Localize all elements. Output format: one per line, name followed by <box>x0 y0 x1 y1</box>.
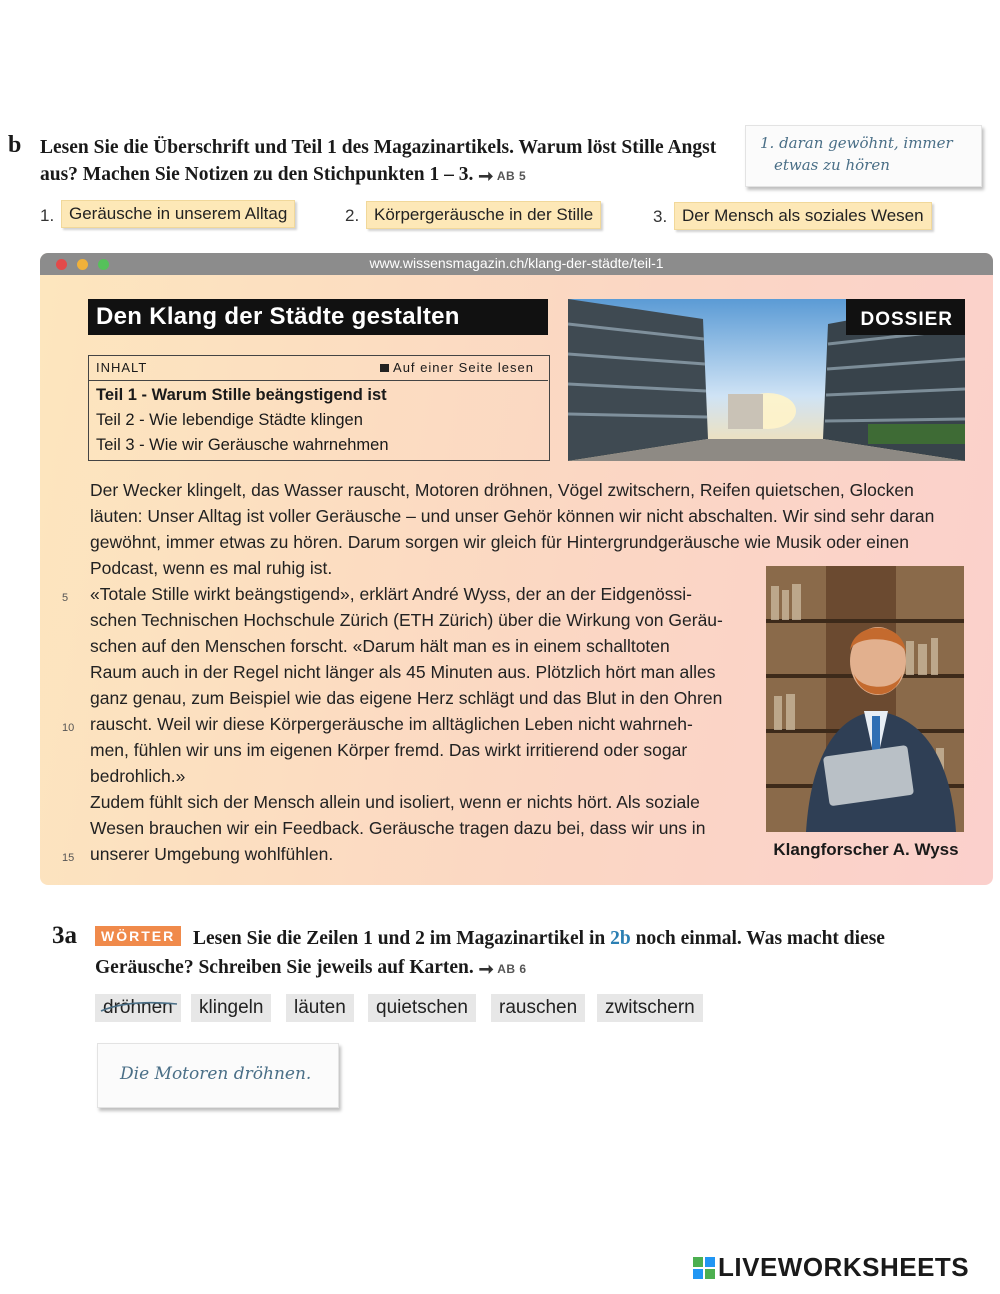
article-line: Zudem fühlt sich der Mensch allein und isoliert, wenn er nichts hört. Als soziale <box>90 792 700 812</box>
article-line: men, fühlen wir uns im eigenen Körper fremd. Das wirkt irritierend oder sogar <box>90 740 688 760</box>
task-3a-number: 3a <box>52 922 77 949</box>
line-number-5: 5 <box>62 592 69 604</box>
reference-2b: 2b <box>610 928 631 949</box>
article-title: Den Klang der Städte gestalten <box>88 299 548 335</box>
word-chip-droehnen[interactable]: dröhnen <box>95 994 181 1022</box>
task-b-instruction <box>40 134 740 190</box>
cue-number-3: 3. <box>653 207 668 226</box>
task-b-workbook-ref: ➞ AB 5 <box>478 166 527 186</box>
article-paragraph-1: Der Wecker klingelt, das Wasser rauscht, Motoren dröhnen, Vögel zwitschern, Reifen quietschen, Glocken läuten: Unser Alltag ist voller Geräusche – und unser Gehör können wir nicht abschalten. Wir sind sehr daran gewöhnt, immer etwas zu hören. Darum sorgen wir gleich für Hintergrundgeräusche wie Musik oder einen Podcast, wenn es mal ruhig ist. <box>90 480 935 578</box>
article-browser-window <box>40 253 993 885</box>
answer-card[interactable] <box>97 1043 339 1108</box>
researcher-photo <box>766 566 964 832</box>
researcher-illustration <box>766 566 964 832</box>
address-bar-url[interactable]: www.wissensmagazin.ch/klang-der-städte/teil-1 <box>369 255 664 271</box>
toc-item-teil-3[interactable]: Teil 3 - Wie wir Geräusche wahrnehmen <box>96 436 389 454</box>
article-line: Raum auch in der Regel nicht länger als 45 Minuten aus. Plötzlich hört man alles <box>90 662 716 682</box>
word-chip-klingeln[interactable]: klingeln <box>191 994 271 1022</box>
toc-item-teil-2[interactable]: Teil 2 - Wie lebendige Städte klingen <box>96 411 363 429</box>
task-b-letter: b <box>8 132 22 158</box>
photo-caption: Klangforscher A. Wyss <box>773 840 959 859</box>
task-3a-workbook-ref: ➞ AB 6 <box>478 959 527 979</box>
article-line: ganz genau, zum Beispiel wie das eigene Herz schlägt und das Blut in den Ohren <box>90 688 723 708</box>
line-number-15: 15 <box>62 852 75 864</box>
line-number-10: 10 <box>62 722 75 734</box>
browser-title-bar <box>40 253 993 275</box>
page-icon <box>380 364 389 372</box>
toc-item-teil-1[interactable]: Teil 1 - Warum Stille beängstigend ist <box>96 386 387 404</box>
read-on-one-page-link[interactable]: Auf einer Seite lesen <box>380 360 534 375</box>
city-buildings-photo <box>568 299 965 461</box>
article-paragraph-2 <box>62 581 740 867</box>
task-b-instruction-text: Lesen Sie die Überschrift und Teil 1 des Magazinartikels. Warum löst Stille Angst aus? Machen Sie Notizen zu den Stichpunkten 1 – 3. <box>40 137 717 185</box>
article-line: schen Technischen Hochschule Zürich (ETH Zürich) über die Wirkung von Geräu- <box>90 610 723 630</box>
article-line: bedrohlich.» <box>90 766 186 786</box>
word-chip-laeuten[interactable]: läuten <box>286 994 354 1022</box>
article-line: Wesen brauchen wir ein Feedback. Geräusche tragen dazu bei, dass wir uns in <box>90 818 706 838</box>
article-line: schen auf den Menschen forscht. «Darum hält man es in einem schalltoten <box>90 636 670 656</box>
cue-number-2: 2. <box>345 206 360 225</box>
arrow-right-icon: ➞ <box>478 166 494 186</box>
note-card[interactable] <box>745 125 982 187</box>
cue-number-1: 1. <box>40 206 55 225</box>
liveworksheets-logo-icon <box>693 1257 715 1279</box>
note-line-2: etwas zu hören <box>774 156 890 174</box>
cue-koerpergeraeusche[interactable]: Körpergeräusche in der Stille <box>366 201 601 229</box>
toc-label: INHALT <box>96 360 148 375</box>
word-chip-rauschen[interactable]: rauschen <box>491 994 585 1022</box>
word-chip-quietschen[interactable]: quietschen <box>368 994 476 1022</box>
article-line: «Totale Stille wirkt beängstigend», erklärt André Wyss, der an der Eidgenössi- <box>90 584 692 604</box>
liveworksheets-logo: LIVEWORKSHEETS <box>693 1252 969 1283</box>
cue-soziales-wesen[interactable]: Der Mensch als soziales Wesen <box>674 202 932 230</box>
article-line: unserer Umgebung wohlfühlen. <box>90 844 334 864</box>
article-line: rauscht. Weil wir diese Körpergeräusche im alltäglichen Leben nicht wahrneh- <box>90 714 693 734</box>
arrow-right-icon: ➞ <box>478 959 495 979</box>
note-line-1: 1. daran gewöhnt, immer <box>760 134 953 152</box>
task-3a-instruction: Lesen Sie die Zeilen 1 und 2 im Magazinartikel in 2b noch einmal. Was macht diese Geräusche? Schreiben Sie jeweils auf Karten. ➞ AB 6 <box>95 928 885 979</box>
dossier-badge: DOSSIER <box>846 299 965 335</box>
table-of-contents <box>88 355 550 461</box>
cue-alltag[interactable]: Geräusche in unserem Alltag <box>61 200 295 228</box>
strikethrough-scribble <box>99 997 179 1017</box>
woerter-tag: WÖRTER <box>95 926 181 946</box>
toc-header <box>89 356 548 381</box>
word-chip-zwitschern[interactable]: zwitschern <box>597 994 703 1022</box>
answer-text: Die Motoren dröhnen. <box>120 1064 312 1084</box>
